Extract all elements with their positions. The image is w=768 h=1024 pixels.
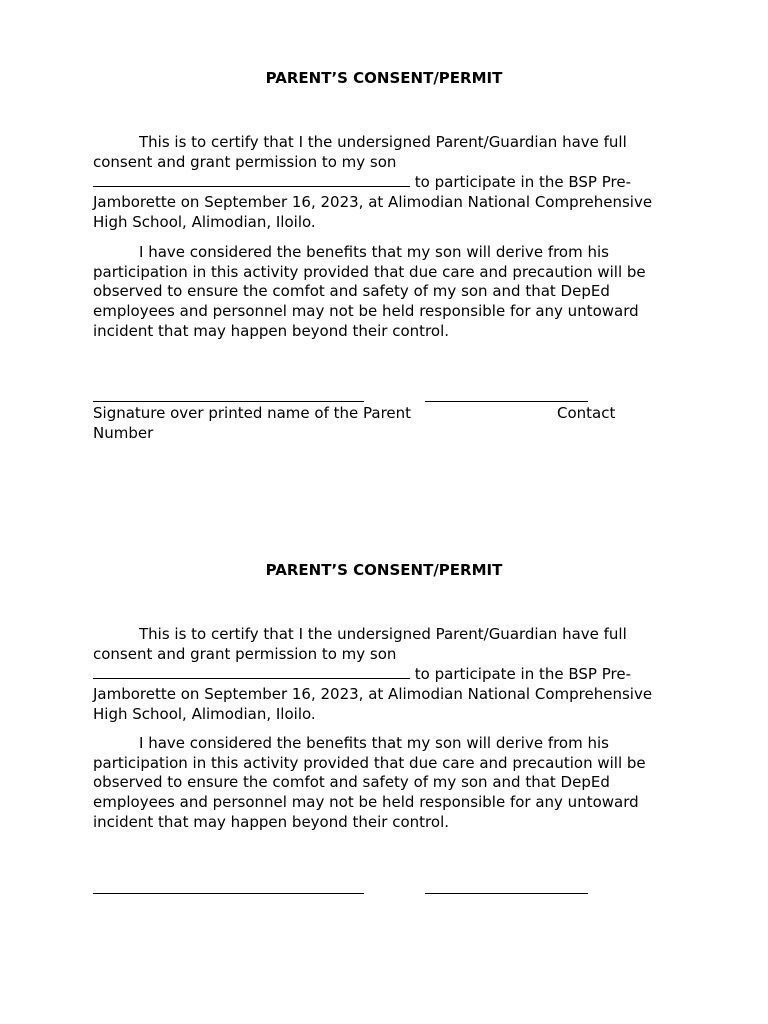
benefits-text: I have considered the benefits that my son will derive from his participation in this activity provided that due care and precaution will be observed to ensure the comfot and safety of my son and that DepEd employees and personnel may not be held responsible for any untoward incident that may happen beyond their control. — [93, 734, 646, 831]
certification-text-start: This is to certify that I the undersigned Parent/Guardian have full consent and grant permission to my son — [93, 133, 627, 171]
son-name-blank[interactable] — [93, 664, 410, 679]
form-title: PARENT’S CONSENT/PERMIT — [265, 69, 503, 87]
contact-number-line[interactable] — [425, 893, 588, 894]
certification-paragraph — [93, 625, 683, 725]
benefits-paragraph — [93, 734, 683, 833]
certification-paragraph — [93, 133, 683, 233]
signature-line[interactable] — [93, 893, 364, 894]
contact-label-number: Number — [93, 424, 154, 442]
certification-text-start: This is to certify that I the undersigned Parent/Guardian have full consent and grant permission to my son — [93, 625, 627, 663]
son-name-blank[interactable] — [93, 172, 410, 187]
benefits-paragraph — [93, 243, 683, 342]
form-title: PARENT’S CONSENT/PERMIT — [265, 561, 503, 579]
contact-number-line[interactable] — [425, 401, 588, 402]
signature-label: Signature over printed name of the Parent — [93, 404, 412, 422]
certification-text-end: to participate in the BSP Pre-Jamborette on September 16, 2023, at Alimodian National Comprehensive High School, Alimodian, Iloilo. — [93, 173, 653, 231]
contact-label: Contact — [557, 404, 616, 422]
certification-text-end: to participate in the BSP Pre-Jamborette on September 16, 2023, at Alimodian National Comprehensive High School, Alimodian, Iloilo. — [93, 665, 653, 723]
benefits-text: I have considered the benefits that my son will derive from his participation in this activity provided that due care and precaution will be observed to ensure the comfot and safety of my son and that DepEd employees and personnel may not be held responsible for any untoward incident that may happen beyond their control. — [93, 243, 646, 340]
signature-line[interactable] — [93, 401, 364, 402]
